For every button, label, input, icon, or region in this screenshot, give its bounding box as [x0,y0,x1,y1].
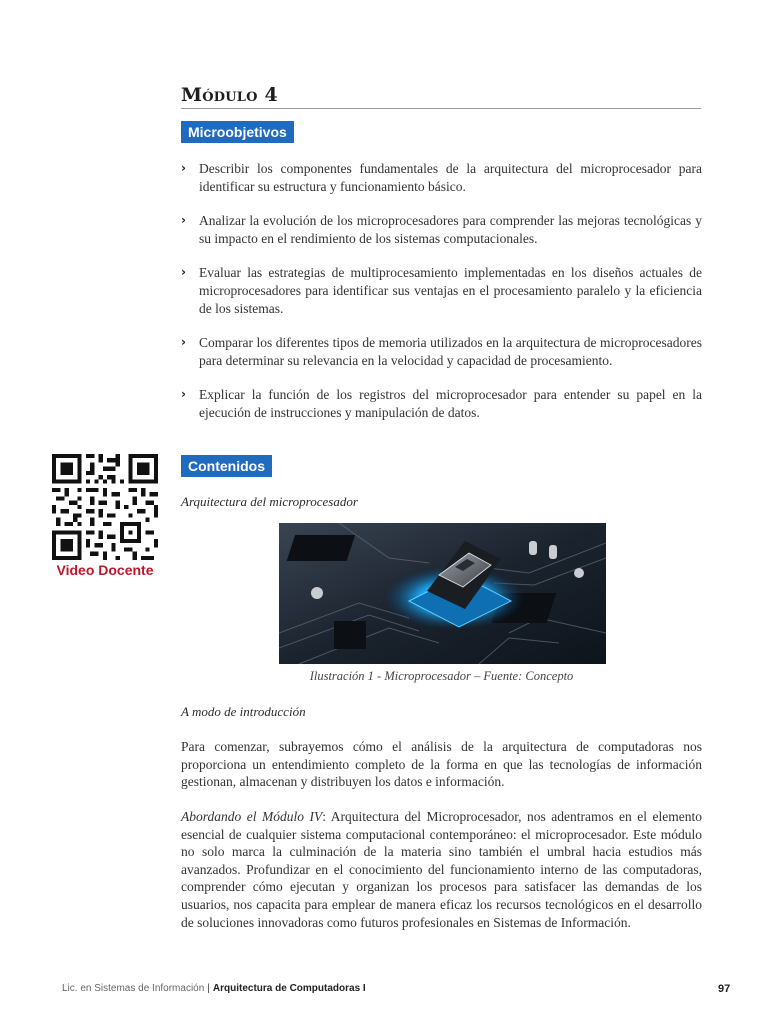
list-item [181,264,702,317]
objective-text: Analizar la evolución de los microprocesadores para comprender las mejoras tecnológicas y su impacto en el rendimiento de los sistemas computacionales. [199,213,702,246]
objective-text: Comparar los diferentes tipos de memoria utilizados en la arquitectura de microprocesadores para determinar su relevancia en la velocidad y capacidad de procesamiento. [199,335,702,368]
contenidos-tag: Contenidos [181,455,272,477]
chevron-right-icon: › [181,387,186,402]
module-lead: Abordando el Módulo IV [181,809,323,824]
module-paragraph-text: : Arquitectura del Microprocesador, nos adentramos en el elemento esencial de cualquier sistema computacional contemporáneo: el microprocesador. Este módulo no solo marca la culminación de la materia sino también el umbral hacia estudios más avanzados. Profundizar en el conocimiento del funcionamiento interno de las computadoras, comprender cómo ejecutan y organizan los procesos para satisfacer las demandas de los usuarios, nos capacita para emplear de manera eficaz los recursos tecnológicos en el desarrollo de soluciones innovadoras como futuros profesionales en Sistemas de Información. [181,809,702,930]
qr-code-icon[interactable] [52,454,158,560]
figure-caption: Ilustración 1 - Microprocesador – Fuente: Concepto [309,669,574,683]
footer-course: Arquitectura de Computadoras I [212,983,366,994]
list-item [181,160,702,195]
objective-text: Describir los componentes fundamentales de la arquitectura del microprocesador para identificar su estructura y funcionamiento básico. [199,161,702,194]
objective-text: Evaluar las estrategias de multiprocesamiento implementadas en los diseños actuales de microprocesadores para identificar sus ventajas en el procesamiento paralelo y la eficiencia de los sistemas. [199,265,702,316]
section-subtitle: Arquitectura del microprocesador [181,494,358,509]
microobjetivos-list [181,160,702,439]
footer [62,983,366,994]
chevron-right-icon: › [181,335,186,350]
footer-program: Lic. en Sistemas de Información [62,983,205,994]
page-number: 97 [718,983,731,995]
chevron-right-icon: › [181,265,186,280]
module-title: Módulo 4 [181,84,278,106]
list-item [181,212,702,247]
objective-text: Explicar la función de los registros del microprocesador para entender su papel en la ejecución de instrucciones y manipulación de datos. [199,387,702,420]
intro-heading: A modo de introducción [181,704,306,719]
microprocessor-illustration [279,523,606,664]
title-divider [181,108,701,109]
intro-paragraph: Para comenzar, subrayemos cómo el análisis de la arquitectura de computadoras nos proporciona un entendimiento completo de la forma en que las tecnologías de información gestionan, almacenan y distribuyen los datos e información. [181,739,702,790]
list-item [181,386,702,421]
video-docente-link[interactable]: Video Docente [56,562,154,578]
module-paragraph [181,808,702,931]
footer-separator: | [207,983,210,994]
list-item [181,334,702,369]
chevron-right-icon: › [181,161,186,175]
microobjetivos-tag: Microobjetivos [181,121,294,143]
chevron-right-icon: › [181,213,186,228]
